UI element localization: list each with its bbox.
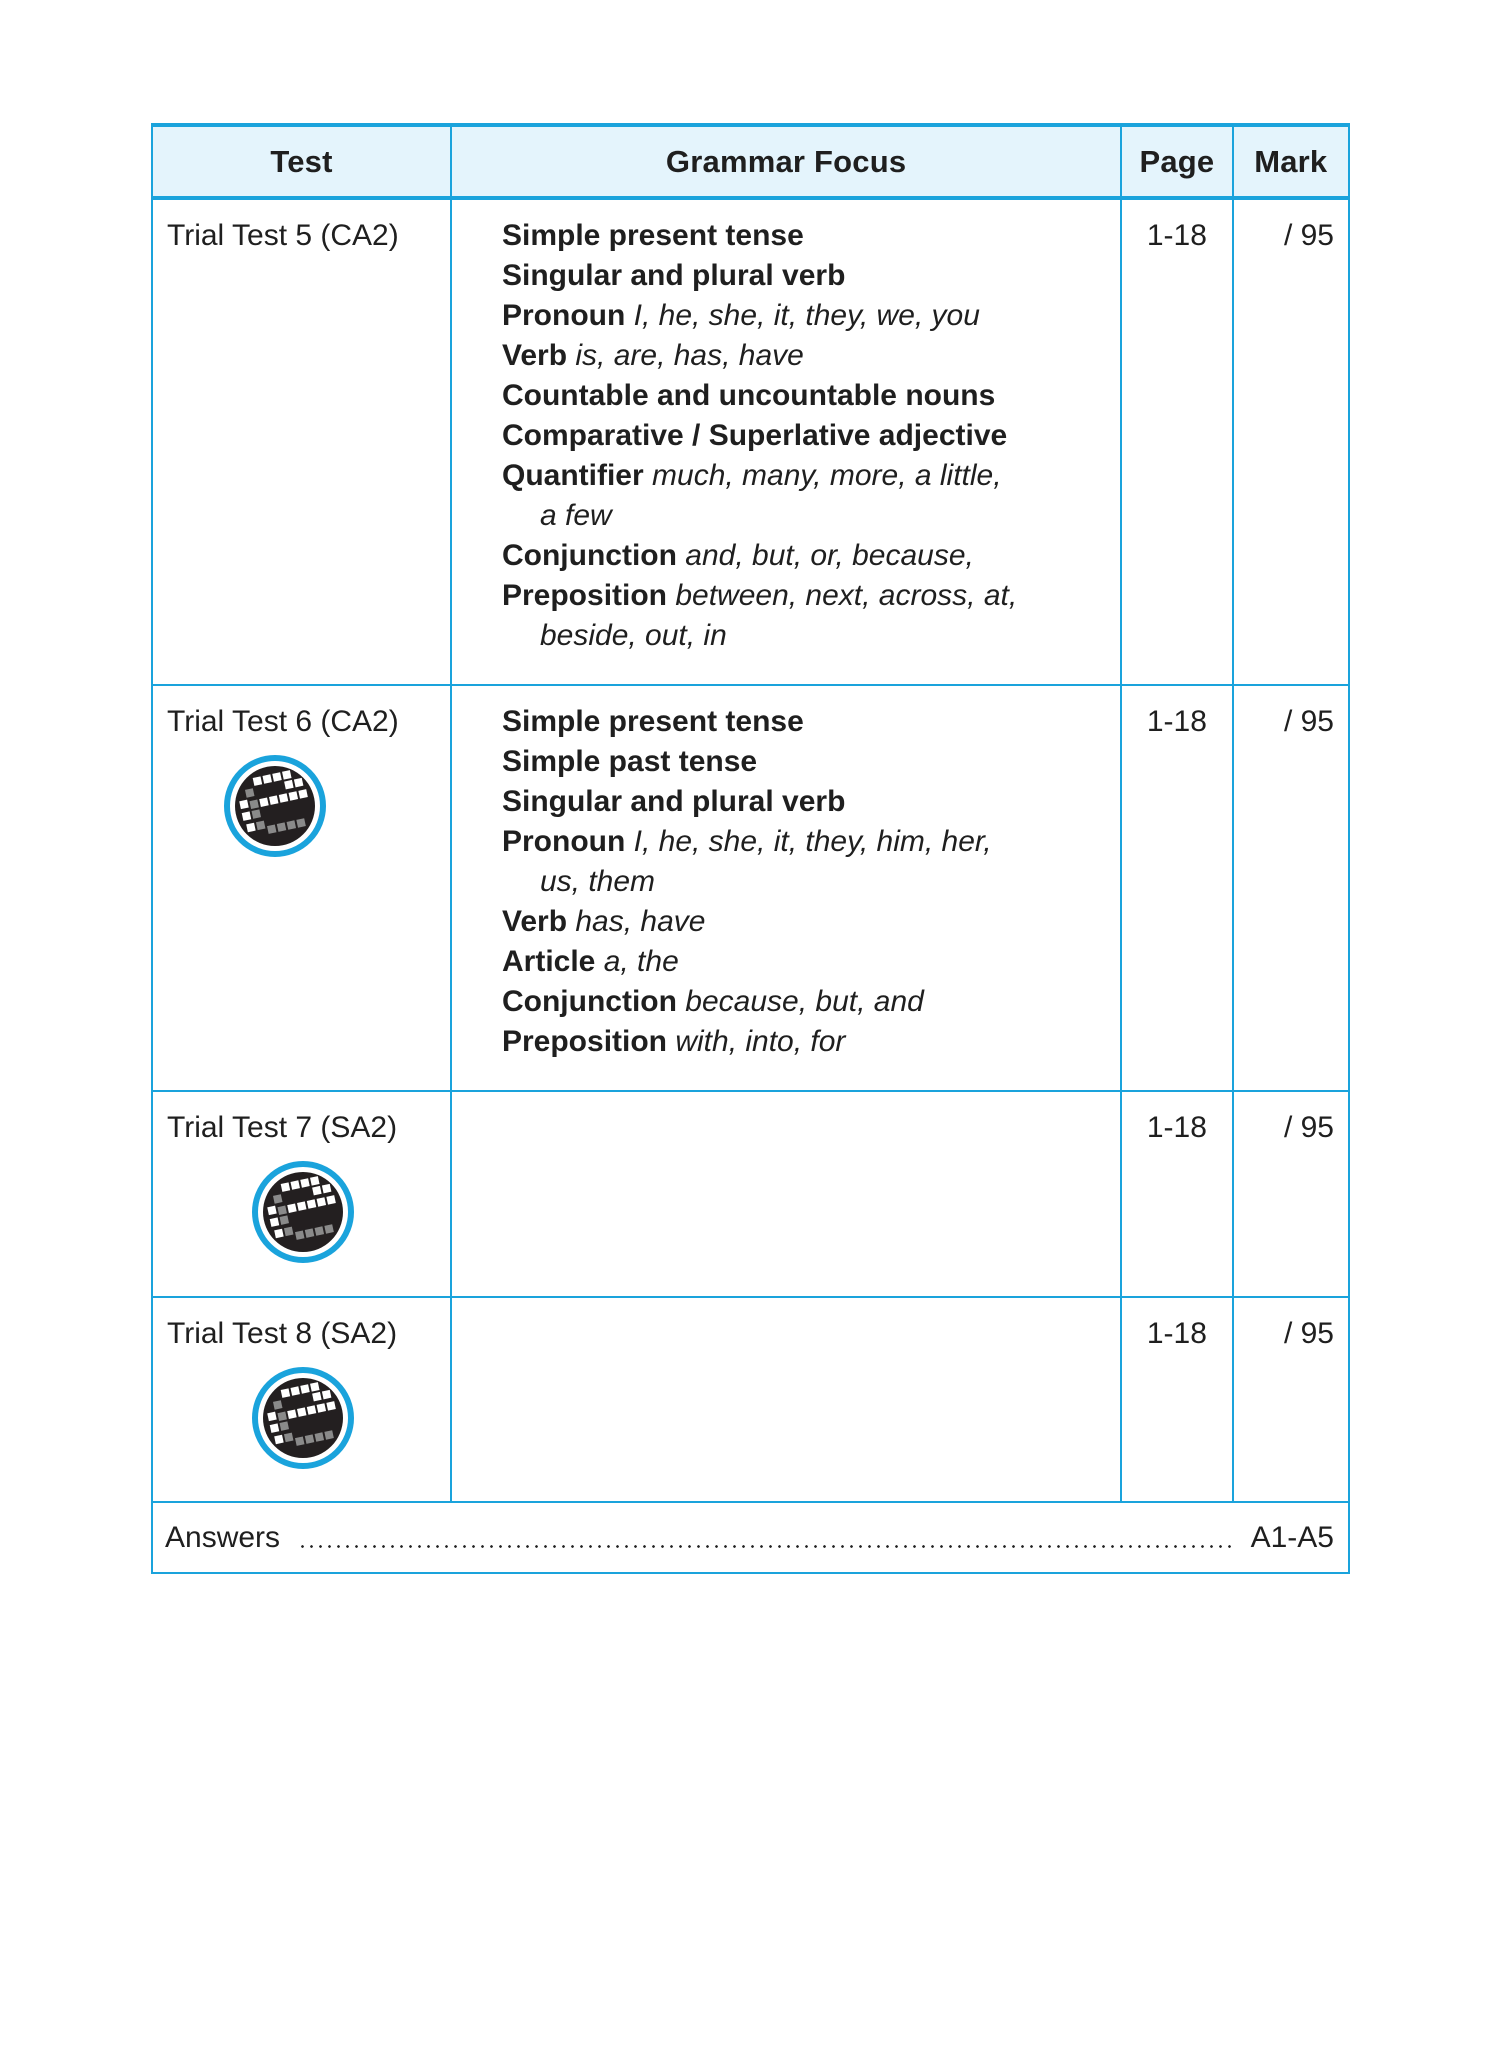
header-mark: Mark — [1233, 125, 1349, 198]
focus-item: Simple present tense — [501, 219, 804, 252]
table-header-row — [152, 125, 1349, 198]
answers-label[interactable]: Answers — [165, 1520, 281, 1554]
focus-item: Article a, the — [501, 945, 679, 978]
focus-item: Singular and plural verb — [501, 785, 846, 818]
grammar-focus-cell — [451, 1091, 1121, 1297]
focus-item-continuation: us, them — [539, 865, 656, 898]
grammar-focus-cell — [451, 685, 1121, 1091]
test-name[interactable]: Trial Test 7 (SA2) — [167, 1111, 398, 1144]
focus-item: Verb is, are, has, have — [501, 339, 804, 372]
test-name[interactable]: Trial Test 6 (CA2) — [167, 705, 399, 738]
focus-item: Simple present tense — [501, 705, 804, 738]
mark-total: / 95 — [1233, 1091, 1349, 1297]
crossword-badge-icon — [223, 754, 450, 858]
mark-total: / 95 — [1233, 685, 1349, 1091]
focus-item: Pronoun I, he, she, it, they, him, her, — [501, 825, 992, 858]
focus-item: Conjunction because, but, and — [501, 985, 924, 1018]
focus-item: Conjunction and, but, or, because, — [501, 539, 974, 572]
dot-leader — [298, 1518, 1237, 1558]
page-range: 1-18 — [1121, 1297, 1232, 1502]
answers-row — [152, 1502, 1349, 1573]
contents-table — [151, 123, 1350, 1574]
focus-item: Quantifier much, many, more, a little, — [501, 459, 1002, 492]
header-grammar-focus: Grammar Focus — [451, 125, 1121, 198]
grammar-focus-cell — [451, 1297, 1121, 1502]
focus-item: Singular and plural verb — [501, 259, 846, 292]
test-name[interactable]: Trial Test 8 (SA2) — [167, 1317, 398, 1350]
focus-item: Pronoun I, he, she, it, they, we, you — [501, 299, 980, 332]
focus-item: Preposition between, next, across, at, — [501, 579, 1018, 612]
table-row — [152, 198, 1349, 685]
focus-item-continuation: beside, out, in — [539, 619, 727, 652]
focus-item: Countable and uncountable nouns — [501, 379, 996, 412]
header-test: Test — [152, 125, 451, 198]
grammar-focus-cell — [451, 198, 1121, 685]
page-range: 1-18 — [1121, 685, 1232, 1091]
header-page: Page — [1121, 125, 1232, 198]
test-cell — [152, 685, 451, 1091]
page-range: 1-18 — [1121, 1091, 1232, 1297]
crossword-badge-icon — [251, 1160, 450, 1264]
test-name[interactable]: Trial Test 5 (CA2) — [167, 219, 399, 252]
table-row — [152, 1297, 1349, 1502]
table-row — [152, 1091, 1349, 1297]
mark-total: / 95 — [1233, 1297, 1349, 1502]
focus-item-continuation: a few — [539, 499, 612, 532]
focus-item: Comparative / Superlative adjective — [501, 419, 1008, 452]
mark-total: / 95 — [1233, 198, 1349, 685]
test-cell — [152, 198, 451, 685]
test-cell — [152, 1091, 451, 1297]
answers-cell — [152, 1502, 1349, 1573]
answers-pages: A1-A5 — [1250, 1520, 1334, 1554]
focus-item: Preposition with, into, for — [501, 1025, 846, 1058]
test-cell — [152, 1297, 451, 1502]
page-range: 1-18 — [1121, 198, 1232, 685]
focus-item: Verb has, have — [501, 905, 706, 938]
focus-item: Simple past tense — [501, 745, 758, 778]
crossword-badge-icon — [251, 1366, 450, 1470]
table-row — [152, 685, 1349, 1091]
